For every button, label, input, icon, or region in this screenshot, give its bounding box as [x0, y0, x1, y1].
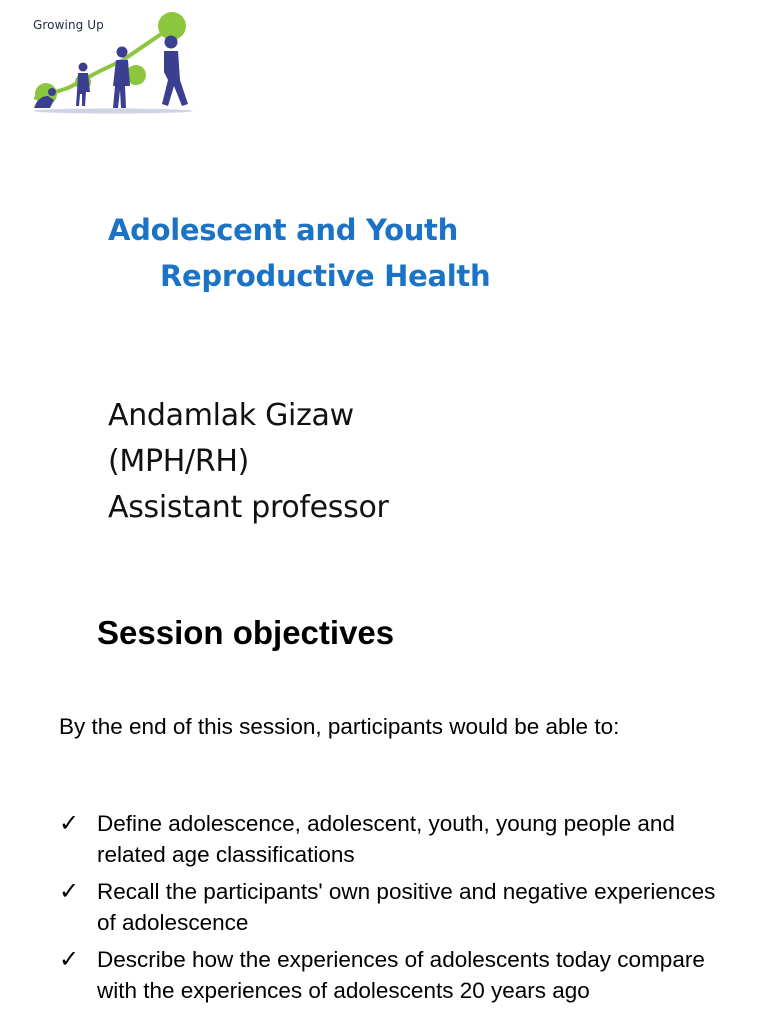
title-line-1: Adolescent and Youth	[108, 213, 458, 247]
objectives-intro: By the end of this session, participants would be able to:	[59, 714, 620, 739]
objective-item	[59, 876, 739, 938]
objective-item	[59, 944, 739, 1006]
section-heading: Session objectives	[97, 614, 395, 651]
author-position: Assistant professor	[108, 490, 389, 525]
author-degree: (MPH/RH)	[108, 444, 250, 479]
objectives-list	[59, 808, 739, 1012]
title-line-2: Reproductive Health	[160, 259, 491, 293]
objective-text: Describe how the experiences of adolescents today compare with the experiences of adolescents 20 years ago	[97, 947, 705, 1003]
objective-text: Recall the participants' own positive and negative experiences of adolescence	[97, 879, 716, 935]
objective-item	[59, 808, 739, 870]
author-name: Andamlak Gizaw	[108, 398, 354, 433]
checkmark-icon: ✓	[59, 877, 80, 905]
checkmark-icon: ✓	[59, 945, 80, 973]
objective-text: Define adolescence, adolescent, youth, young people and related age classifications	[97, 811, 675, 867]
logo-text: Growing Up	[33, 18, 104, 32]
checkmark-icon: ✓	[59, 809, 80, 837]
